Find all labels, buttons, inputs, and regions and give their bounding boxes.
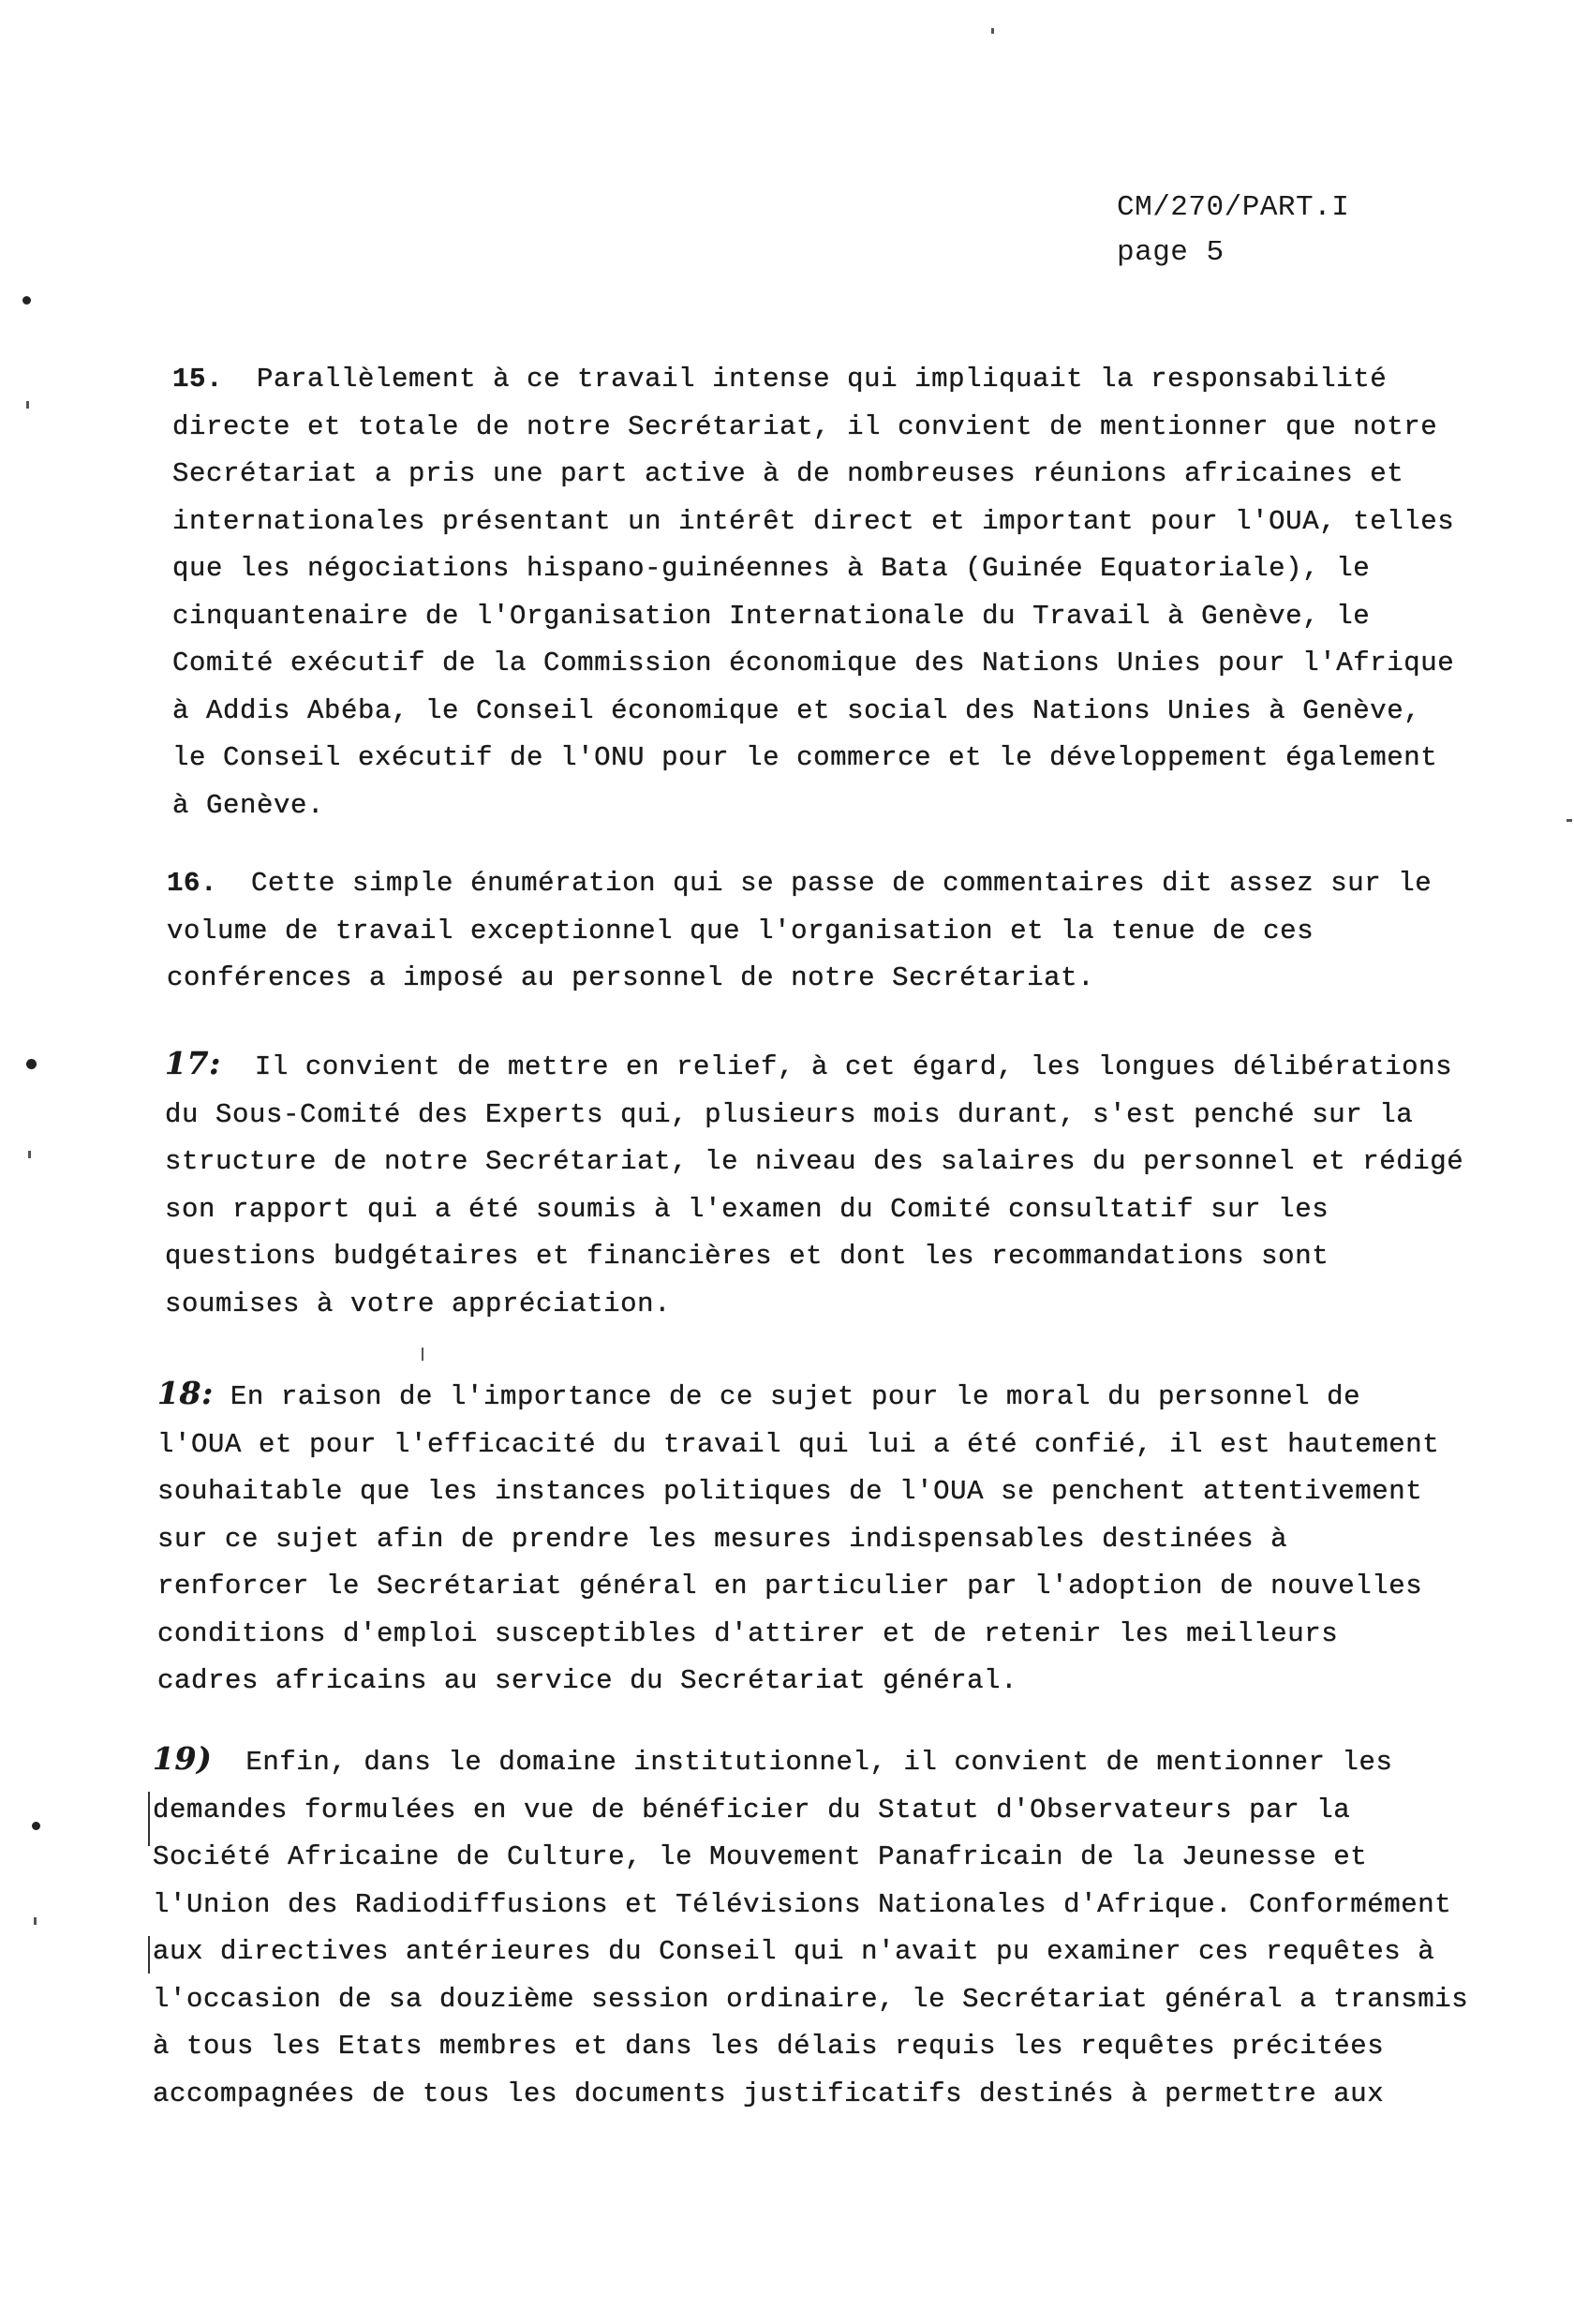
paragraph-line: l'Union des Radiodiffusions et Télévisions Nationales d'Afrique. Conformément bbox=[153, 1888, 1452, 1920]
paragraph-number: 15. bbox=[172, 364, 224, 395]
paragraph-line: 15. Parallèlement à ce travail intense qui impliquait la responsabilité bbox=[172, 364, 1388, 395]
paragraph-line: cadres africains au service du Secrétariat général. bbox=[157, 1665, 1018, 1696]
paragraph-line: 16. Cette simple énumération qui se passe de commentaires dit assez sur le bbox=[167, 868, 1433, 899]
paragraph-line: internationales présentant un intérêt direct et important pour l'OUA, telles bbox=[172, 505, 1455, 537]
paragraph-line: le Conseil exécutif de l'ONU pour le commerce et le développement également bbox=[172, 742, 1438, 773]
paragraph-line: sur ce sujet afin de prendre les mesures indispensables destinées à bbox=[157, 1523, 1288, 1555]
paragraph-line: conférences a imposé au personnel de notre Secrétariat. bbox=[167, 962, 1095, 993]
paragraph-line: souhaitable que les instances politiques de l'OUA se penchent attentivement bbox=[157, 1476, 1423, 1507]
paragraph-line: 19) Enfin, dans le domaine institutionnel, il convient de mentionner les bbox=[153, 1740, 1393, 1778]
handwritten-margin-bracket bbox=[148, 1936, 150, 1974]
paragraph-line: du Sous-Comité des Experts qui, plusieurs mois durant, s'est penché sur la bbox=[165, 1098, 1414, 1130]
paragraph-line: Secrétariat a pris une part active à de nombreuses réunions africaines et bbox=[172, 458, 1404, 489]
margin-speck bbox=[28, 1151, 31, 1158]
paragraph-line: Comité exécutif de la Commission économique des Nations Unies pour l'Afrique bbox=[172, 648, 1455, 678]
paragraph-line: 18: En raison de l'importance de ce sujet pour le moral du personnel de bbox=[157, 1375, 1361, 1412]
paragraph-line: 17: Il convient de mettre en relief, à cet égard, les longues délibérations bbox=[165, 1045, 1453, 1082]
paragraph-18 bbox=[157, 1370, 1439, 1706]
paragraph-line: demandes formulées en vue de bénéficier du Statut d'Observateurs par la bbox=[153, 1794, 1351, 1825]
paragraph-line: soumises à votre appréciation. bbox=[165, 1288, 672, 1319]
paragraph-line: Société Africaine de Culture, le Mouvement Panafricain de la Jeunesse et bbox=[153, 1841, 1368, 1872]
page-number: page 5 bbox=[1117, 236, 1225, 269]
paragraph-line: à Genève. bbox=[172, 789, 325, 821]
paragraph-line: conditions d'emploi susceptibles d'attirer et de retenir les meilleurs bbox=[157, 1617, 1339, 1649]
punch-hole-mark bbox=[26, 1059, 37, 1069]
paragraph-line: structure de notre Secrétariat, le niveau des salaires du personnel et rédigé bbox=[165, 1146, 1464, 1177]
paragraph-line: directe et totale de notre Secrétariat, il convient de mentionner que notre bbox=[172, 410, 1438, 442]
document-reference bbox=[1117, 186, 1349, 276]
margin-speck bbox=[422, 1348, 423, 1361]
paragraph-number: 19) bbox=[153, 1740, 213, 1777]
paragraph-line: à tous les Etats membres et dans les délais requis les requêtes précitées bbox=[153, 2031, 1385, 2062]
paragraph-15 bbox=[172, 356, 1454, 829]
paragraph-number: 17: bbox=[165, 1045, 221, 1081]
paragraph-16 bbox=[167, 860, 1432, 1003]
paragraph-number: 16. bbox=[167, 868, 218, 899]
handwritten-margin-bracket bbox=[148, 1792, 150, 1846]
paragraph-line: à Addis Abéba, le Conseil économique et social des Nations Unies à Genève, bbox=[172, 694, 1421, 726]
paragraph-line: aux directives antérieures du Conseil qui n'avait pu examiner ces requêtes à bbox=[153, 1936, 1435, 1967]
paragraph-line: questions budgétaires et financières et dont les recommandations sont bbox=[165, 1241, 1329, 1272]
paragraph-17 bbox=[165, 1040, 1463, 1328]
paragraph-19 bbox=[153, 1736, 1468, 2118]
paragraph-line: que les négociations hispano-guinéennes à Bata (Guinée Equatoriale), le bbox=[172, 553, 1371, 584]
paragraph-line: l'OUA et pour l'efficacité du travail qui lui a été confié, il est hautement bbox=[157, 1428, 1440, 1460]
paragraph-line: renforcer le Secrétariat général en particulier par l'adoption de nouvelles bbox=[157, 1571, 1423, 1601]
paragraph-line: volume de travail exceptionnel que l'organisation et la tenue de ces bbox=[167, 915, 1314, 946]
paragraph-line: accompagnées de tous les documents justificatifs destinés à permettre aux bbox=[153, 2078, 1385, 2109]
margin-speck bbox=[1567, 819, 1572, 822]
paragraph-line: l'occasion de sa douzième session ordinaire, le Secrétariat général a transmis bbox=[153, 1983, 1469, 2015]
punch-hole-mark bbox=[22, 296, 31, 305]
margin-speck bbox=[26, 401, 29, 409]
punch-hole-mark bbox=[32, 1822, 40, 1830]
paragraph-number: 18: bbox=[157, 1375, 214, 1411]
margin-speck bbox=[991, 28, 994, 34]
margin-speck bbox=[34, 1917, 37, 1925]
document-code: CM/270/PART.I bbox=[1117, 191, 1350, 224]
paragraph-line: cinquantenaire de l'Organisation Internationale du Travail à Genève, le bbox=[172, 600, 1371, 632]
paragraph-line: son rapport qui a été soumis à l'examen du Comité consultatif sur les bbox=[165, 1193, 1329, 1225]
